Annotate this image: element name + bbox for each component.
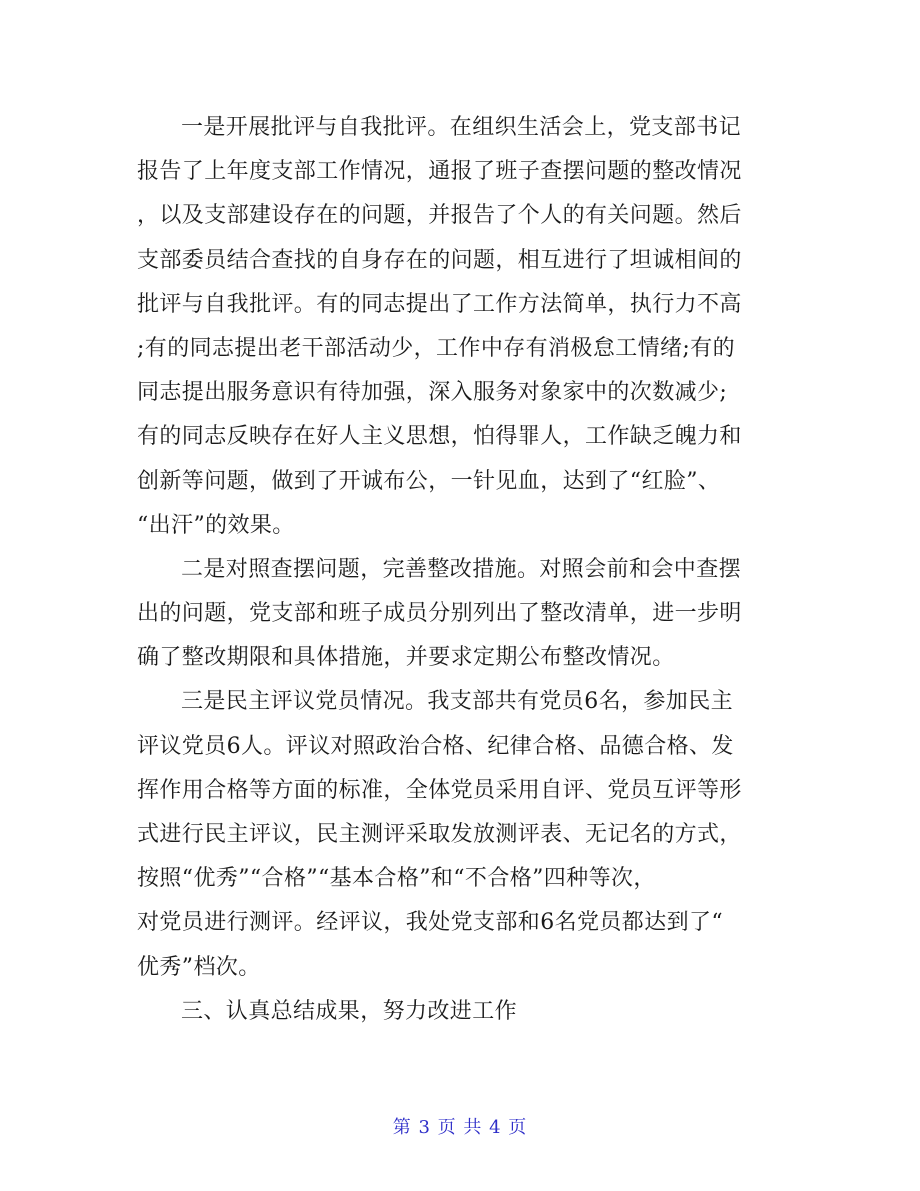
paragraph-1-line-2: 报告了上年度支部工作情况，通报了班子查摆问题的整改情况	[137, 159, 742, 185]
paragraph-3-line-5: 按照“优秀”“合格”“基本合格”和“不合格”四种等次，	[137, 866, 656, 892]
paragraph-3-line-4: 式进行民主评议，民主测评采取发放测评表、无记名的方式，	[137, 822, 742, 847]
paragraph-2-line-3: 确了整改期限和具体措施，并要求定期公布整改情况。	[137, 645, 675, 671]
paragraph-2-line-1: 二是对照查摆问题，完善整改措施。对照会前和会中查摆	[181, 556, 742, 582]
paragraph-3-line-1: 三是民主评议党员情况。我支部共有党员6名，参加民主	[181, 689, 733, 715]
paragraph-1-line-9: 创新等问题，做到了开诚布公，一针见血，达到了“红脸”、	[137, 468, 721, 494]
paragraph-3-line-2: 评议党员6人。评议对照政治合格、纪律合格、品德合格、发	[137, 733, 734, 759]
paragraph-3-line-7: 优秀”档次。	[137, 954, 261, 980]
paragraph-1-line-7: 同志提出服务意识有待加强，深入服务对象家中的次数减少;	[137, 380, 728, 406]
paragraph-1-line-4: 支部委员结合查找的自身存在的问题，相互进行了坦诚相间的	[137, 247, 742, 273]
section-heading: 三、认真总结成果，努力改进工作	[181, 998, 518, 1024]
paragraph-1-line-5: 批评与自我批评。有的同志提出了工作方法简单，执行力不高	[137, 291, 742, 317]
paragraph-3-line-6: 对党员进行测评。经评议，我处党支部和6名党员都达到了“	[137, 910, 724, 936]
paragraph-1-line-8: 有的同志反映存在好人主义思想，怕得罪人，工作缺乏魄力和	[137, 424, 742, 450]
paragraph-1-line-3: ，以及支部建设存在的问题，并报告了个人的有关问题。然后	[137, 203, 742, 229]
paragraph-3-line-3: 挥作用合格等方面的标准，全体党员采用自评、党员互评等形	[137, 777, 742, 803]
document-body	[137, 106, 787, 1034]
paragraph-2-line-2: 出的问题，党支部和班子成员分别列出了整改清单，进一步明	[137, 601, 742, 627]
paragraph-1-line-1: 一是开展批评与自我批评。在组织生活会上，党支部书记	[181, 115, 742, 140]
page-number-footer: 第 3 页 共 4 页	[392, 1117, 528, 1138]
paragraph-1-line-6: ;有的同志提出老干部活动少，工作中存有消极怠工情绪;有的	[137, 335, 736, 361]
paragraph-1-line-10: “出汗”的效果。	[137, 512, 295, 538]
